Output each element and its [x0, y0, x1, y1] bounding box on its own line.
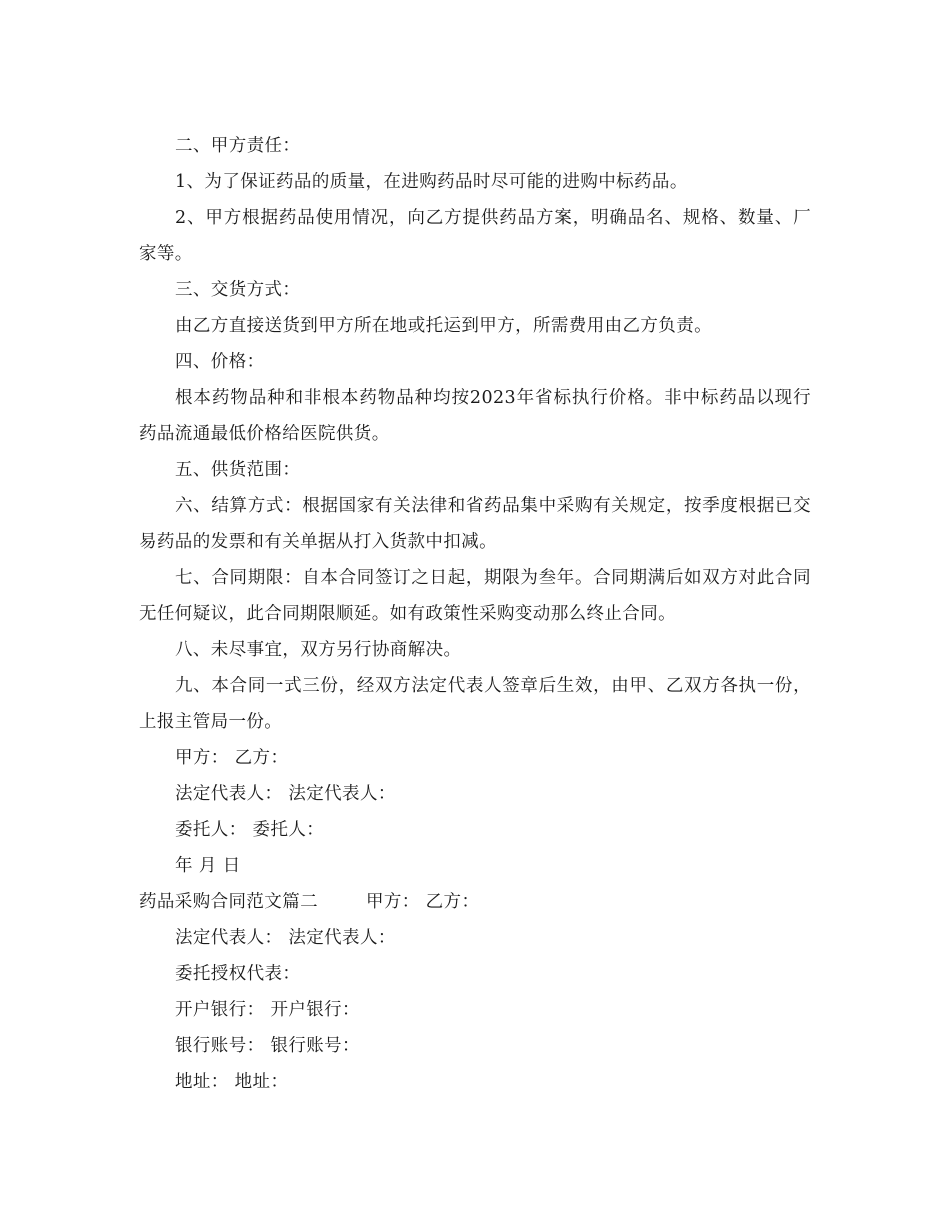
document-body: [139, 128, 811, 1100]
paragraph-agents: 委托人： 委托人：: [175, 820, 325, 840]
section-two-parties: 甲方： 乙方：: [366, 892, 480, 912]
paragraph-supply-scope-heading: 五、供货范围：: [175, 460, 301, 480]
paragraph-clause-1: 1、为了保证药品的质量，在进购药品时尽可能的进购中标药品。: [175, 172, 688, 192]
paragraph-two-address: 地址： 地址：: [175, 1072, 289, 1092]
paragraph-parties: 甲方： 乙方：: [175, 748, 289, 768]
section-two-title: 药品采购合同范文篇二: [139, 892, 318, 912]
paragraph-date: 年 月 日: [175, 856, 241, 876]
paragraph-party-a-duties-heading: 二、甲方责任：: [175, 136, 301, 156]
paragraph-delivery-heading: 三、交货方式：: [175, 280, 301, 300]
paragraph-price-heading: 四、价格：: [175, 352, 265, 372]
section-two-heading-line: [139, 884, 811, 920]
paragraph-unresolved-matters: 八、未尽事宜，双方另行协商解决。: [175, 640, 462, 660]
paragraph-clause-2: 2、甲方根据药品使用情况，向乙方提供药品方案，明确品名、规格、数量、厂家等。: [139, 208, 811, 264]
paragraph-two-bank: 开户银行： 开户银行：: [175, 1000, 360, 1020]
paragraph-copies: 九、本合同一式三份，经双方法定代表人签章后生效，由甲、乙双方各执一份，上报主管局一份。: [139, 676, 811, 732]
paragraph-contract-term: 七、合同期限：自本合同签订之日起，期限为叁年。合同期满后如双方对此合同无任何疑议，此合同期限顺延。如有政策性采购变动那么终止合同。: [139, 568, 811, 624]
paragraph-settlement: 六、结算方式：根据国家有关法律和省药品集中采购有关规定，按季度根据已交易药品的发票和有关单据从打入货款中扣减。: [139, 496, 811, 552]
paragraph-price-text: 根本药物品种和非根本药物品种均按2023年省标执行价格。非中标药品以现行药品流通最低价格给医院供货。: [139, 388, 811, 444]
paragraph-delivery-text: 由乙方直接送货到甲方所在地或托运到甲方，所需费用由乙方负责。: [175, 316, 712, 336]
paragraph-two-legal-representatives: 法定代表人： 法定代表人：: [175, 928, 396, 948]
paragraph-two-account: 银行账号： 银行账号：: [175, 1036, 360, 1056]
paragraph-two-authorized-agent: 委托授权代表：: [175, 964, 301, 984]
paragraph-legal-representatives: 法定代表人： 法定代表人：: [175, 784, 396, 804]
